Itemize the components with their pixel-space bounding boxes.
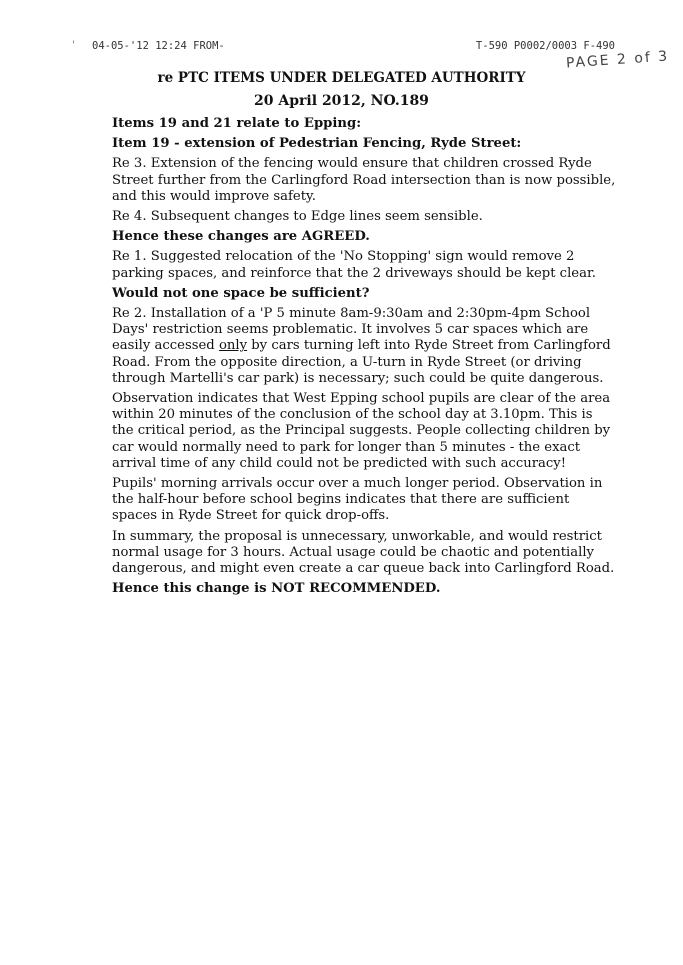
fax-header (92, 40, 663, 54)
document-date: 20 April 2012, NO.189 (254, 93, 429, 109)
fax-header-left: 04-05-'12 12:24 FROM- (92, 40, 225, 52)
handwritten-page-note: PAGE 2 of 3 (565, 48, 670, 72)
intro-line: Items 19 and 21 relate to Epping: (112, 116, 362, 131)
question-line: Would not one space be sufficient? (112, 285, 370, 301)
agreed-line: Hence these changes are AGREED. (112, 229, 370, 245)
re4-paragraph: Re 4. Subsequent changes to Edge lines seem sensible. (112, 209, 483, 225)
item19-heading: Item 19 - extension of Pedestrian Fencing, Ryde Street: (112, 136, 522, 152)
re2-only-underlined: only (218, 338, 248, 354)
re3-paragraph: Re 3. Extension of the fencing would ensure that children crossed Ryde Street further from the Carlingford Road intersection than is now possible, and this would improve safety. (112, 156, 616, 204)
fax-header-right: T-590 P0002/0003 F-490 (475, 40, 615, 52)
fax-mark: ' (72, 40, 75, 51)
re2-paragraph (112, 306, 618, 387)
re1-paragraph: Re 1. Suggested relocation of the 'No Stopping' sign would remove 2 parking spaces, and reinforce that the 2 driveways should be kept clear. (112, 249, 596, 281)
observation-paragraph: Observation indicates that West Epping school pupils are clear of the area within 20 minutes of the conclusion of the school day at 3.10pm. This is the critical period, as the Principal suggests. People collecting children by car would normally need to park for longer than 5 minutes - the exact arrival time of any child could not be predicted with such accuracy! (112, 391, 611, 471)
re2-text-b: by cars turning left into Ryde Street from Carlingford Road. From the opposite direction, a U-turn in Ryde Street (or driving through Martelli's car park) is necessary; such could be quite dangerous. (112, 338, 611, 386)
conclusion-line: Hence this change is NOT RECOMMENDED. (112, 581, 441, 597)
re2-text-a: Re 2. Installation of a 'P 5 minute 8am-9:30am and 2:30pm-4pm School Days' restriction seems problematic. It involves 5 car spaces which are easily accessed (112, 306, 591, 354)
document-body (112, 116, 618, 601)
morning-paragraph: Pupils' morning arrivals occur over a much longer period. Observation in the half-hour before school begins indicates that there are sufficient spaces in Ryde Street for quick drop-offs. (112, 476, 603, 524)
summary-paragraph: In summary, the proposal is unnecessary, unworkable, and would restrict normal usage for 3 hours. Actual usage could be chaotic and potentially dangerous, and might even create a car queue back into Carlingford Road. (112, 528, 615, 577)
document-title: re PTC ITEMS UNDER DELEGATED AUTHORITY (157, 70, 526, 86)
